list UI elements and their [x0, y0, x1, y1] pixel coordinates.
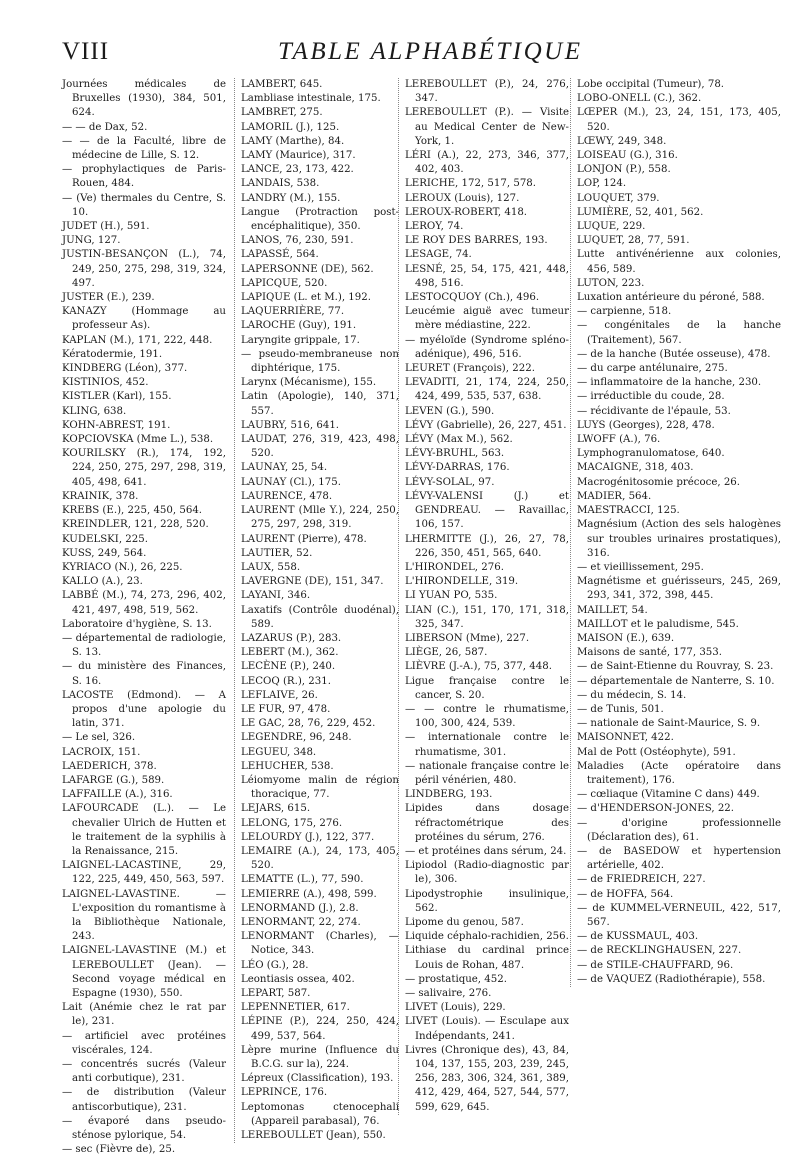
index-entry: Leptomonas ctenocephali (Appareil parabasal), 76.	[241, 1101, 399, 1127]
index-entry: KOURILSKY (R.), 174, 192, 224, 250, 275, 297, 298, 319, 405, 498, 641.	[62, 448, 226, 488]
index-entry: MAISONNET, 422.	[577, 732, 674, 744]
index-entry: LESNÉ, 25, 54, 175, 421, 448, 498, 516.	[405, 263, 569, 289]
index-entry: KAPLAN (M.), 171, 222, 448.	[62, 334, 213, 346]
index-entry: LABBÉ (M.), 74, 273, 296, 402, 421, 497, 498, 519, 562.	[62, 590, 226, 616]
index-entry: LAFFAILLE (A.), 316.	[62, 789, 173, 801]
index-columns	[62, 78, 781, 1156]
index-entry: LEREBOULLET (P.), 24, 276, 347.	[405, 79, 569, 105]
index-entry: LAUDAT, 276, 319, 423, 498, 520.	[241, 434, 399, 460]
index-entry: LAPASSÉ, 564.	[241, 249, 319, 261]
index-entry: LAROCHE (Guy), 191.	[241, 320, 357, 332]
index-entry: Lutte antivénérienne aux colonies, 456, 589.	[577, 249, 781, 275]
index-entry: LEMATTE (L.), 77, 590.	[241, 874, 364, 886]
index-entry: Lipides dans dosage réfractométrique des protéines du sérum, 276.	[405, 803, 569, 843]
index-entry: LACROIX, 151.	[62, 746, 141, 758]
index-entry: KINDBERG (Léon), 377.	[62, 363, 188, 375]
index-entry: LAYANI, 346.	[241, 590, 311, 602]
index-entry: LEVADITI, 21, 174, 224, 250, 424, 499, 535, 537, 638.	[405, 377, 569, 403]
index-entry: LŒPER (M.), 23, 24, 151, 173, 405, 520.	[577, 107, 781, 133]
index-entry: LAUX, 558.	[241, 561, 301, 573]
index-entry: LHERMITTE (J.), 26, 27, 78, 226, 350, 451, 565, 640.	[405, 533, 569, 559]
index-entry: LAEDERICH, 378.	[62, 760, 157, 772]
index-entry: — et protéines dans sérum, 24.	[405, 845, 567, 857]
index-entry: KREINDLER, 121, 228, 520.	[62, 519, 209, 531]
index-entry: LAPERSONNE (DE), 562.	[241, 263, 374, 275]
index-entry: Langue (Protraction post-encéphalitique), 350.	[241, 206, 399, 233]
index-entry: LEURET (François), 222.	[405, 363, 535, 375]
index-entry: LÉVY (Max M.), 562.	[405, 434, 513, 446]
index-column-1	[62, 78, 226, 1157]
index-entry: LONJON (P.), 558.	[577, 164, 671, 176]
index-entry: — de RECKLINGHAUSEN, 227.	[577, 945, 742, 957]
index-entry: — irréductible du coude, 28.	[577, 391, 725, 403]
index-entry: KLING, 638.	[62, 405, 127, 417]
index-entry: LANDRY (M.), 155.	[241, 192, 341, 204]
index-entry: — du ministère des Finances, S. 16.	[62, 661, 226, 687]
index-entry: LAZARUS (P.), 283.	[241, 632, 342, 644]
index-entry: — salivaire, 276.	[405, 988, 492, 999]
index-entry: Journées médicales de Bruxelles (1930), 384, 501, 624.	[62, 79, 226, 119]
index-entry: LÉVY (Gabrielle), 26, 227, 451.	[405, 419, 567, 431]
index-entry: — — de Dax, 52.	[62, 121, 148, 133]
index-entry: Macrogénitosomie précoce, 26.	[577, 476, 741, 488]
index-entry: LE GAC, 28, 76, 229, 452.	[241, 718, 376, 730]
index-entry: MAISON (E.), 639.	[577, 632, 675, 644]
index-entry: — concentrés sucrés (Valeur anti corbutique), 231.	[62, 1059, 226, 1085]
index-entry: LAIGNEL-LACASTINE, 29, 122, 225, 449, 450, 563, 597.	[62, 860, 226, 886]
index-entry: LAMBRET, 275.	[241, 107, 323, 119]
index-entry: LIAN (C.), 151, 170, 171, 318, 325, 347.	[405, 604, 569, 630]
index-entry: LEMAIRE (A.), 24, 173, 405, 520.	[241, 845, 399, 872]
index-entry: Laryngite grippale, 17.	[241, 334, 360, 346]
index-entry: KUDELSKI, 225.	[62, 533, 148, 545]
index-entry: KISTLER (Karl), 155.	[62, 391, 172, 403]
index-entry: LOUQUET, 379.	[577, 192, 660, 204]
index-entry: LAFOURCADE (L.). — Le chevalier Ulrich de Hutten et le traitement de la syphilis à la Renaissance, 215.	[62, 803, 226, 857]
index-entry: KREBS (E.), 225, 450, 564.	[62, 505, 203, 517]
index-entry: — de Tunis, 501.	[577, 703, 664, 715]
index-entry: Liquide céphalo-rachidien, 256.	[405, 931, 569, 943]
index-entry: — prostatique, 452.	[405, 973, 507, 985]
index-entry: KRAINIK, 378.	[62, 490, 139, 502]
index-entry: LAFARGE (G.), 589.	[62, 774, 165, 786]
index-entry: Livres (Chronique des), 43, 84, 104, 137, 155, 203, 239, 245, 256, 283, 306, 324, 361, 389, 412, 429, 464, 527, 544, 577, 599, 629, 645.	[405, 1044, 569, 1113]
index-entry: Lait (Anémie chez le rat par le), 231.	[62, 1002, 226, 1028]
index-entry: — de STILE-CHAUFFARD, 96.	[577, 959, 734, 971]
index-entry: LI YUAN PO, 535.	[405, 590, 498, 602]
index-entry: — carpienne, 518.	[577, 306, 672, 318]
index-entry: L'HIRONDELLE, 319.	[405, 576, 519, 588]
index-entry: — récidivante de l'épaule, 53.	[577, 405, 731, 417]
index-entry: LŒWY, 249, 348.	[577, 135, 667, 147]
index-entry: — de KUSSMAUL, 403.	[577, 931, 699, 943]
index-entry: LAUNAY (Cl.), 175.	[241, 476, 341, 488]
index-entry: LIVET (Louis), 229.	[405, 1002, 506, 1014]
index-entry: — de FRIEDREICH, 227.	[577, 874, 706, 886]
index-entry: JUSTER (E.), 239.	[62, 292, 155, 304]
index-entry: LAQUERRIÈRE, 77.	[241, 306, 345, 318]
index-entry: KALLO (A.), 23.	[62, 576, 143, 588]
index-entry: LÉVY-DARRAS, 176.	[405, 462, 510, 474]
index-entry: LÉVY-VALENSI (J.) et GENDREAU. — Ravaillac, 106, 157.	[405, 490, 569, 531]
index-entry: LEPENNETIER, 617.	[241, 1002, 350, 1014]
index-entry: L'HIRONDEL, 276.	[405, 561, 504, 573]
index-entry: LAPIQUE (L. et M.), 192.	[241, 292, 371, 304]
index-entry: — de BASEDOW et hypertension artérielle, 402.	[577, 845, 781, 872]
index-entry: KISTINIOS, 452.	[62, 377, 149, 389]
index-entry: LOBO-ONELL (C.), 362.	[577, 93, 702, 105]
index-entry: Leontiasis ossea, 402.	[241, 973, 355, 985]
page-number: VIII	[62, 38, 110, 65]
index-entry: LUMIÈRE, 52, 401, 562.	[577, 206, 704, 218]
index-entry: Mal de Pott (Ostéophyte), 591.	[577, 746, 736, 758]
index-entry: — d'HENDERSON-JONES, 22.	[577, 803, 735, 815]
index-entry: LWOFF (A.), 76.	[577, 434, 661, 446]
index-entry: LUYS (Georges), 228, 478.	[577, 419, 715, 431]
index-entry: LEFLAIVE, 26.	[241, 689, 318, 701]
index-entry: LECOQ (R.), 231.	[241, 675, 331, 687]
index-entry: LELOURDY (J.), 122, 377.	[241, 831, 375, 843]
index-entry: LUTON, 223.	[577, 277, 645, 289]
index-entry: LIÈVRE (J.-A.), 75, 377, 448.	[405, 661, 552, 673]
index-entry: Lipiodol (Radio-diagnostic par le), 306.	[405, 860, 569, 886]
index-entry: — de Saint-Etienne du Rouvray, S. 23.	[577, 661, 774, 673]
index-entry: Larynx (Mécanisme), 155.	[241, 377, 377, 389]
index-entry: LESAGE, 74.	[405, 249, 472, 261]
index-entry: Léiomyome malin de région thoracique, 77.	[241, 774, 399, 801]
index-column-3	[398, 78, 569, 1115]
index-entry: LEJARS, 615.	[241, 803, 311, 815]
index-entry: MADIER, 564.	[577, 490, 652, 502]
index-entry: Luxation antérieure du péroné, 588.	[577, 292, 765, 304]
index-entry: LAIGNEL-LAVASTINE. — L'exposition du romantisme à la Bibliothèque Nationale, 243.	[62, 888, 226, 943]
index-entry: MAILLET, 54.	[577, 604, 648, 616]
index-entry: LENORMAND (J.), 2.8.	[241, 902, 359, 914]
index-entry: Lépreux (Classification), 193.	[241, 1073, 394, 1085]
index-entry: LÉRI (A.), 22, 273, 346, 377, 402, 403.	[405, 150, 569, 176]
index-entry: — et vieillissement, 295.	[577, 561, 704, 573]
index-entry: — prophylactiques de Paris-Rouen, 484.	[62, 164, 226, 190]
index-entry: LAURENT (Pierre), 478.	[241, 533, 367, 545]
index-entry: — congénitales de la hanche (Traitement), 567.	[577, 320, 781, 346]
index-entry: LÉPINE (P.), 224, 250, 424, 499, 537, 564.	[241, 1016, 399, 1042]
index-entry: — sec (Fièvre de), 25.	[62, 1144, 176, 1156]
index-entry: LERICHE, 172, 517, 578.	[405, 178, 537, 190]
index-entry: LEREBOULLET (Jean), 550.	[241, 1130, 386, 1142]
index-entry: JUDET (H.), 591.	[62, 221, 150, 233]
index-entry: — artificiel avec protéines viscérales, 124.	[62, 1030, 226, 1056]
index-entry: LEROY, 74.	[405, 221, 464, 233]
index-entry: LAUBRY, 516, 641.	[241, 419, 340, 431]
index-entry: LUQUET, 28, 77, 591.	[577, 235, 690, 247]
index-entry: LAMY (Marthe), 84.	[241, 135, 345, 147]
index-entry: LEHUCHER, 538.	[241, 760, 334, 772]
index-entry: — départemental de radiologie, S. 13.	[62, 632, 226, 659]
index-entry: Latin (Apologie), 140, 371, 557.	[241, 391, 399, 417]
index-entry: — pseudo-membraneuse non diphtérique, 175.	[241, 348, 399, 375]
index-entry: — de la hanche (Butée osseuse), 478.	[577, 348, 771, 360]
index-entry: Lèpre murine (Influence du B.C.G. sur la), 224.	[241, 1044, 399, 1071]
index-entry: — — contre le rhumatisme, 100, 300, 424, 539.	[405, 703, 569, 730]
index-entry: — du carpe antélunaire, 275.	[577, 363, 728, 375]
index-entry: LAVERGNE (DE), 151, 347.	[241, 576, 384, 588]
index-entry: Lymphogranulomatose, 640.	[577, 448, 725, 460]
index-entry: LESTOCQUOY (Ch.), 496.	[405, 292, 540, 304]
index-entry: LAMY (Maurice), 317.	[241, 150, 356, 162]
index-entry: LAMORIL (J.), 125.	[241, 121, 340, 133]
index-entry: LAUNAY, 25, 54.	[241, 462, 328, 474]
index-entry: JUSTIN-BESANÇON (L.), 74, 249, 250, 275, 298, 319, 324, 497.	[62, 249, 226, 289]
index-entry: — internationale contre le rhumatisme, 301.	[405, 732, 569, 758]
index-entry: Lithiase du cardinal prince Louis de Rohan, 487.	[405, 945, 569, 971]
index-entry: — départementale de Nanterre, S. 10.	[577, 675, 775, 687]
index-entry: — évaporé dans pseudo-sténose pylorique, 54.	[62, 1115, 226, 1142]
index-entry: Ligue française contre le cancer, S. 20.	[405, 675, 569, 701]
index-entry: LEMIERRE (A.), 498, 599.	[241, 888, 377, 900]
index-entry: KOPCIOVSKA (Mme L.), 538.	[62, 434, 214, 446]
index-entry: LENORMANT (Charles), — Notice, 343.	[241, 931, 399, 957]
index-entry: LEGUEU, 348.	[241, 746, 317, 758]
index-entry: LOP, 124.	[577, 178, 627, 190]
index-entry: — du médecin, S. 14.	[577, 689, 687, 701]
index-entry: LUQUE, 229.	[577, 221, 646, 233]
index-entry: LAPICQUE, 520.	[241, 277, 328, 289]
index-entry: KOHN-ABREST, 191.	[62, 419, 171, 431]
index-entry: — myéloïde (Syndrome splénо-adénique), 496, 516.	[405, 334, 569, 360]
index-entry: LOISEAU (G.), 316.	[577, 150, 678, 162]
index-entry: LEPRINCE, 176.	[241, 1087, 328, 1099]
index-entry: — — de la Faculté, libre de médecine de Lille, S. 12.	[62, 135, 226, 162]
index-entry: — d'origine professionnelle (Déclaration des), 61.	[577, 817, 781, 843]
index-entry: Leucémie aiguë avec tumeur mère médiastine, 222.	[405, 306, 569, 332]
index-entry: LELONG, 175, 276.	[241, 817, 343, 829]
index-entry: LEPART, 587.	[241, 988, 311, 999]
index-column-4	[570, 78, 781, 987]
index-entry: LIVET (Louis). — Esculape aux Indépendants, 241.	[405, 1016, 569, 1042]
index-entry: Lipodystrophie insulinique, 562.	[405, 888, 569, 914]
index-entry: LENORMANT, 22, 274.	[241, 916, 361, 928]
page-title: TABLE ALPHABÉTIQUE	[278, 38, 583, 65]
index-entry: JUNG, 127.	[62, 235, 121, 247]
index-entry: LANCE, 23, 173, 422.	[241, 164, 354, 176]
index-entry: LIÈGE, 26, 587.	[405, 647, 488, 659]
index-entry: Lobe occipital (Tumeur), 78.	[577, 79, 725, 90]
index-entry: — de distribution (Valeur antiscorbutique), 231.	[62, 1087, 226, 1113]
index-entry: LÉVY-BRUHL, 563.	[405, 448, 505, 460]
index-column-2	[234, 78, 399, 1143]
index-entry: — de VAQUEZ (Radiothérapie), 558.	[577, 973, 766, 985]
index-entry: Kératodermie, 191.	[62, 348, 163, 360]
page-header	[62, 38, 762, 78]
index-entry: LEVEN (G.), 590.	[405, 405, 495, 417]
index-entry: — cœliaque (Vitamine C dans) 449.	[577, 789, 760, 801]
index-entry: LEROUX (Louis), 127.	[405, 192, 520, 204]
index-entry: LAURENCE, 478.	[241, 490, 333, 502]
index-entry: — de HOFFA, 564.	[577, 888, 674, 900]
index-entry: LEBERT (M.), 362.	[241, 647, 339, 659]
index-entry: Magnétisme et guérisseurs, 245, 269, 293, 341, 372, 398, 445.	[577, 576, 781, 602]
index-entry: LIBERSON (Mme), 227.	[405, 632, 530, 644]
index-entry: — nationale française contre le péril vénérien, 480.	[405, 760, 569, 786]
index-entry: LAURENT (Mlle Y.), 224, 250, 275, 297, 298, 319.	[241, 505, 399, 531]
index-entry: MAILLOT et le paludisme, 545.	[577, 618, 739, 630]
index-entry: — (Ve) thermales du Centre, S. 10.	[62, 192, 226, 218]
index-entry: LACOSTE (Edmond). — A propos d'une apologie du latin, 371.	[62, 689, 226, 730]
index-entry: LÉVY-SOLAL, 97.	[405, 476, 495, 488]
index-entry: LANOS, 76, 230, 591.	[241, 235, 354, 247]
index-entry: KUSS, 249, 564.	[62, 547, 147, 559]
index-entry: LE ROY DES BARRES, 193.	[405, 235, 548, 247]
index-entry: Laboratoire d'hygiène, S. 13.	[62, 618, 212, 630]
index-entry: LEREBOULLET (P.). — Visite au Medical Center de New-York, 1.	[405, 107, 569, 147]
index-entry: Laxatifs (Contrôle duodénal), 589.	[241, 604, 399, 630]
index-entry: LEROUX-ROBERT, 418.	[405, 206, 528, 218]
index-entry: LAIGNEL-LAVASTINE (M.) et LEREBOULLET (Jean). — Second voyage médical en Espagne (1930), 550.	[62, 945, 226, 999]
index-entry: Maisons de santé, 177, 353.	[577, 647, 723, 659]
index-entry: MAESTRACCI, 125.	[577, 505, 680, 517]
index-entry: LEGENDRE, 96, 248.	[241, 732, 352, 744]
index-entry: LÉO (G.), 28.	[241, 959, 309, 971]
index-entry: LAUTIER, 52.	[241, 547, 313, 559]
index-entry: Lipome du genou, 587.	[405, 916, 524, 928]
index-entry: Maladies (Acte opératoire dans traitement), 176.	[577, 760, 781, 786]
index-entry: MACAIGNE, 318, 403.	[577, 462, 694, 474]
index-entry: LANDAIS, 538.	[241, 178, 320, 190]
index-entry: — inflammatoire de la hanche, 230.	[577, 377, 762, 389]
index-entry: KYRIACO (N.), 26, 225.	[62, 561, 183, 573]
index-entry: KANAZY (Hommage au professeur As).	[62, 306, 226, 332]
index-entry: Lambliase intestinale, 175.	[241, 93, 381, 105]
index-entry: — Le sel, 326.	[62, 732, 136, 744]
index-entry: Magnésium (Action des sels halogènes sur troubles urinaires prostatiques), 316.	[577, 519, 781, 559]
index-entry: LINDBERG, 193.	[405, 789, 493, 801]
index-entry: LAMBERT, 645.	[241, 79, 323, 90]
index-entry: LECÈNE (P.), 240.	[241, 661, 336, 673]
index-entry: — nationale de Saint-Maurice, S. 9.	[577, 718, 761, 730]
index-entry: LE FUR, 97, 478.	[241, 703, 331, 715]
index-entry: — de KUMMEL-VERNEUIL, 422, 517, 567.	[577, 902, 781, 928]
